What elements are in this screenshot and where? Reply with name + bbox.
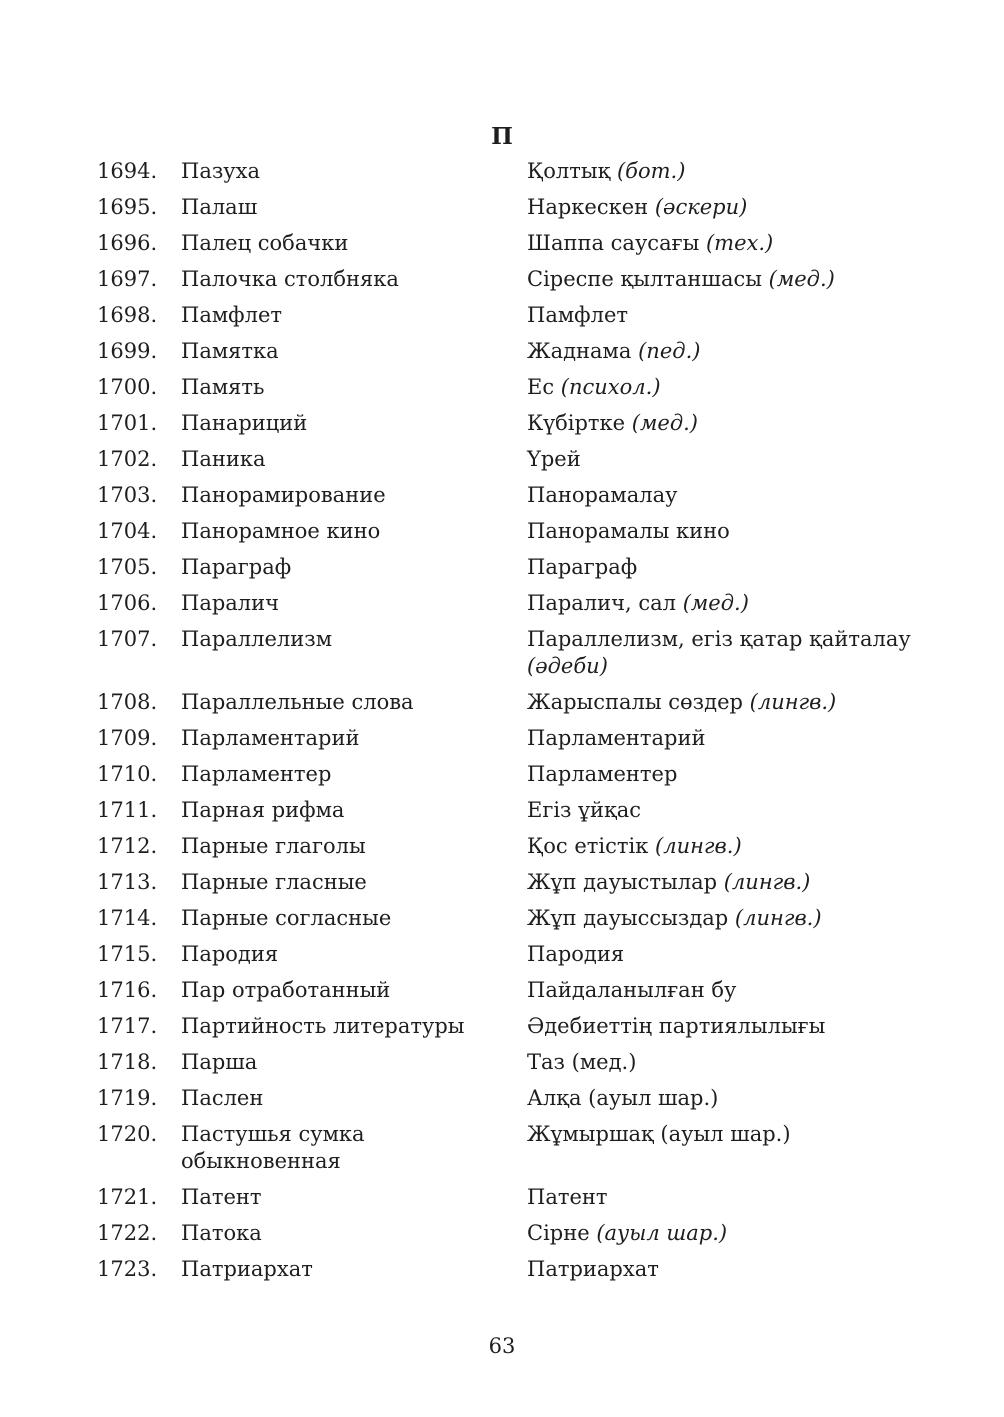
entry-kazakh (527, 338, 927, 365)
entry-row (0, 554, 1004, 590)
entry-domain-tag: (психол.) (560, 375, 661, 399)
entry-kazakh-text: Күбіртке (527, 411, 626, 435)
entry-number: 1716. (97, 978, 158, 1002)
entry-russian: Пар отработанный (181, 978, 391, 1002)
entry-kazakh (527, 941, 927, 968)
entry-row (0, 482, 1004, 518)
entry-kazakh (527, 689, 927, 716)
entry-russian: Патриархат (181, 1257, 313, 1281)
entry-kazakh (527, 194, 927, 221)
entry-russian: Парламентер (181, 762, 332, 786)
entry-kazakh (527, 905, 927, 932)
entry-russian: Пародия (181, 942, 279, 966)
entry-number: 1717. (97, 1014, 158, 1038)
entry-domain-tag: (лингв.) (655, 834, 742, 858)
entry-row (0, 1220, 1004, 1256)
entry-russian: Памятка (181, 339, 279, 363)
entry-kazakh-text: Патент (527, 1185, 608, 1209)
entry-row (0, 941, 1004, 977)
entry-russian: Панорамное кино (181, 519, 381, 543)
entry-kazakh (527, 158, 927, 185)
entry-domain-tag: (лингв.) (734, 906, 822, 930)
entry-kazakh (527, 1121, 927, 1175)
entry-number: 1710. (97, 762, 158, 786)
entry-russian: Панариций (181, 411, 308, 435)
entry-kazakh-text: Шаппа саусағы (527, 231, 700, 255)
entry-kazakh (527, 410, 927, 437)
entry-kazakh-text: Жарыспалы сөздер (527, 690, 743, 714)
entry-kazakh-text: Таз (мед.) (527, 1050, 637, 1074)
entry-number: 1696. (97, 231, 158, 255)
entry-kazakh-text: Пайдаланылған бу (527, 978, 737, 1002)
entry-russian: Партийность литературы (181, 1014, 465, 1038)
entry-number: 1715. (97, 942, 158, 966)
entry-kazakh (527, 482, 927, 509)
entry-number: 1694. (97, 159, 158, 183)
entry-kazakh (527, 374, 927, 401)
entry-row (0, 1121, 1004, 1184)
entry-row (0, 689, 1004, 725)
entry-russian: Памфлет (181, 303, 282, 327)
entry-number: 1705. (97, 555, 158, 579)
entry-kazakh-text: Ес (527, 375, 555, 399)
entry-number: 1712. (97, 834, 158, 858)
entry-kazakh (527, 302, 927, 329)
entry-russian: Паслен (181, 1086, 264, 1110)
entry-row (0, 374, 1004, 410)
dictionary-entries (0, 158, 1004, 1292)
entry-russian: Память (181, 375, 265, 399)
entry-domain-tag: (ауыл шар.) (596, 1221, 728, 1245)
entry-kazakh (527, 1184, 927, 1211)
entry-number: 1697. (97, 267, 158, 291)
entry-russian: Парламентарий (181, 726, 360, 750)
entry-number: 1706. (97, 591, 158, 615)
entry-kazakh-text: Жұп дауыстылар (527, 870, 718, 894)
section-letter: П (491, 123, 513, 150)
entry-row (0, 725, 1004, 761)
entry-kazakh-text: Параллелизм, егіз қатар қайталау (527, 627, 911, 651)
entry-russian: Паника (181, 447, 266, 471)
entry-russian: Парные глаголы (181, 834, 366, 858)
entry-russian: Паралич (181, 591, 280, 615)
entry-kazakh-text: Қолтық (527, 159, 611, 183)
entry-number: 1698. (97, 303, 158, 327)
entry-kazakh (527, 833, 927, 860)
entry-kazakh-text: Памфлет (527, 303, 628, 327)
entry-kazakh (527, 1049, 927, 1076)
entry-row (0, 869, 1004, 905)
entry-kazakh-text: Паралич, сал (527, 591, 676, 615)
entry-row (0, 590, 1004, 626)
entry-russian: Параллелизм (181, 627, 333, 651)
entry-row (0, 266, 1004, 302)
entry-russian: Палец собачки (181, 231, 349, 255)
entry-kazakh (527, 626, 927, 680)
entry-row (0, 833, 1004, 869)
entry-number: 1704. (97, 519, 158, 543)
entry-kazakh (527, 446, 927, 473)
entry-number: 1701. (97, 411, 158, 435)
entry-russian: Пазуха (181, 159, 261, 183)
entry-domain-tag: (әдеби) (527, 654, 608, 678)
entry-row (0, 1085, 1004, 1121)
entry-row (0, 626, 1004, 689)
entry-russian: Парная рифма (181, 798, 345, 822)
entry-number: 1709. (97, 726, 158, 750)
entry-russian: Патока (181, 1221, 262, 1245)
entry-kazakh (527, 590, 927, 617)
entry-number: 1699. (97, 339, 158, 363)
entry-row (0, 194, 1004, 230)
entry-kazakh (527, 230, 927, 257)
entry-kazakh-text: Әдебиеттің партиялылығы (527, 1014, 826, 1038)
entry-kazakh-text: Жұмыршақ (ауыл шар.) (527, 1122, 791, 1146)
entry-russian: Палочка столбняка (181, 267, 399, 291)
entry-domain-tag: (мед.) (631, 411, 698, 435)
entry-kazakh-text: Жаднама (527, 339, 632, 363)
entry-kazakh-text: Пародия (527, 942, 625, 966)
entry-row (0, 446, 1004, 482)
entry-kazakh (527, 518, 927, 545)
entry-number: 1708. (97, 690, 158, 714)
entry-russian: Палаш (181, 195, 258, 219)
entry-number: 1718. (97, 1050, 158, 1074)
entry-kazakh-text: Парламентарий (527, 726, 706, 750)
entry-domain-tag: (пед.) (638, 339, 701, 363)
entry-row (0, 158, 1004, 194)
entry-russian: Панорамирование (181, 483, 386, 507)
entry-kazakh (527, 554, 927, 581)
entry-russian: Параграф (181, 555, 292, 579)
entry-domain-tag: (лингв.) (749, 690, 837, 714)
entry-kazakh (527, 725, 927, 752)
entry-kazakh-text: Сіреспе қылтаншасы (527, 267, 762, 291)
entry-kazakh-text: Параграф (527, 555, 638, 579)
entry-number: 1702. (97, 447, 158, 471)
entry-kazakh-text: Парламентер (527, 762, 678, 786)
entry-number: 1720. (97, 1122, 158, 1146)
entry-kazakh (527, 869, 927, 896)
entry-kazakh-text: Алқа (ауыл шар.) (527, 1086, 719, 1110)
entry-domain-tag: (лингв.) (723, 870, 811, 894)
entry-number: 1707. (97, 627, 158, 651)
entry-domain-tag: (әскери) (654, 195, 748, 219)
entry-row (0, 1184, 1004, 1220)
entry-number: 1719. (97, 1086, 158, 1110)
entry-kazakh-text: Үрей (527, 447, 581, 471)
entry-russian: Парные гласные (181, 870, 367, 894)
entry-russian: Парша (181, 1050, 258, 1074)
entry-row (0, 230, 1004, 266)
entry-row (0, 410, 1004, 446)
entry-number: 1723. (97, 1257, 158, 1281)
entry-number: 1713. (97, 870, 158, 894)
entry-number: 1721. (97, 1185, 158, 1209)
entry-kazakh (527, 977, 927, 1004)
entry-row (0, 977, 1004, 1013)
entry-row (0, 797, 1004, 833)
entry-domain-tag: (тех.) (705, 231, 774, 255)
entry-number: 1703. (97, 483, 158, 507)
entry-row (0, 338, 1004, 374)
entry-domain-tag: (бот.) (616, 159, 686, 183)
entry-number: 1700. (97, 375, 158, 399)
entry-row (0, 761, 1004, 797)
entry-kazakh (527, 1220, 927, 1247)
entry-row (0, 905, 1004, 941)
entry-kazakh-text: Патриархат (527, 1257, 659, 1281)
entry-kazakh (527, 1085, 927, 1112)
entry-domain-tag: (мед.) (768, 267, 835, 291)
entry-number: 1695. (97, 195, 158, 219)
entry-russian: Пастушья сумка обыкновенная (181, 1122, 365, 1173)
entry-kazakh (527, 266, 927, 293)
entry-kazakh-text: Панорамалы кино (527, 519, 730, 543)
entry-row (0, 1013, 1004, 1049)
page-number: 63 (488, 1334, 516, 1358)
entry-kazakh-text: Сірне (527, 1221, 590, 1245)
entry-row (0, 518, 1004, 554)
entry-number: 1722. (97, 1221, 158, 1245)
entry-kazakh (527, 1013, 927, 1040)
entry-kazakh (527, 761, 927, 788)
entry-row (0, 302, 1004, 338)
entry-kazakh (527, 797, 927, 824)
entry-row (0, 1256, 1004, 1292)
entry-kazakh-text: Егіз ұйқас (527, 798, 642, 822)
entry-russian: Патент (181, 1185, 262, 1209)
entry-kazakh (527, 1256, 927, 1283)
entry-kazakh-text: Панорамалау (527, 483, 678, 507)
entry-kazakh-text: Қос етістік (527, 834, 649, 858)
entry-kazakh-text: Наркескен (527, 195, 649, 219)
entry-russian: Параллельные слова (181, 690, 414, 714)
entry-number: 1711. (97, 798, 158, 822)
entry-russian: Парные согласные (181, 906, 392, 930)
entry-number: 1714. (97, 906, 158, 930)
entry-kazakh-text: Жұп дауыссыздар (527, 906, 729, 930)
entry-row (0, 1049, 1004, 1085)
entry-domain-tag: (мед.) (682, 591, 749, 615)
